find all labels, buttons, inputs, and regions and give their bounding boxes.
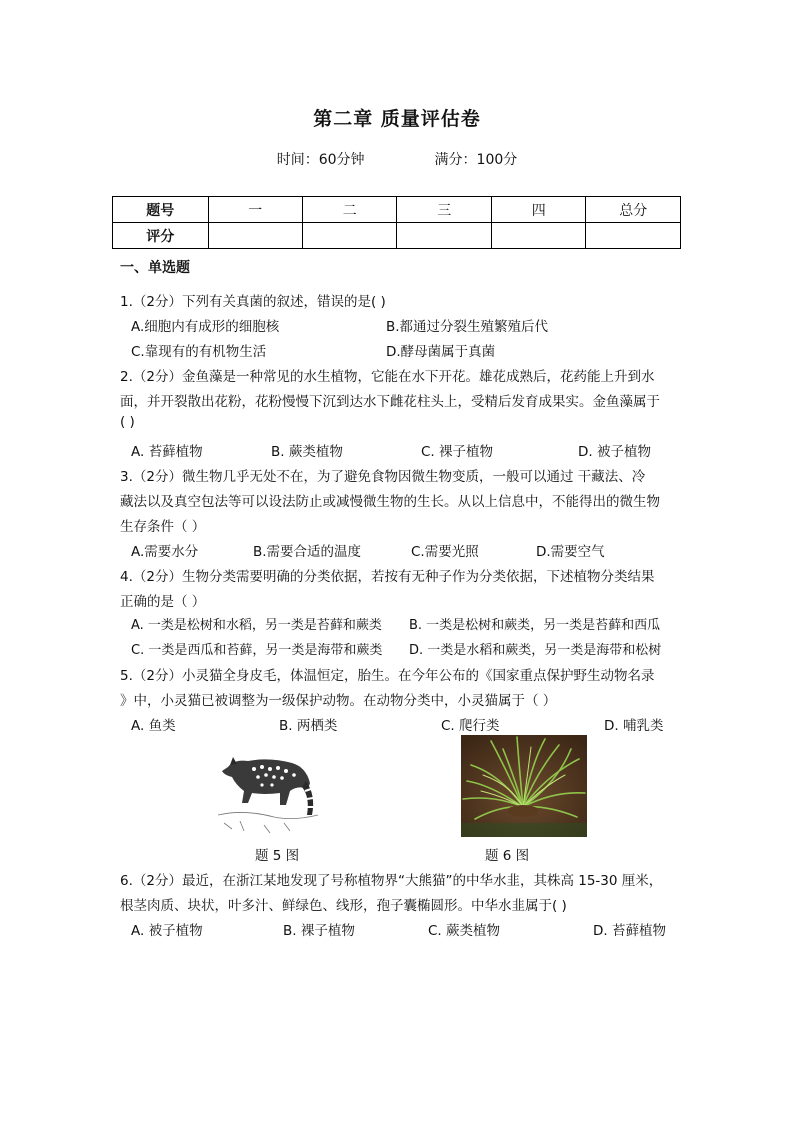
q3-line-2: 藏法以及真空包法等可以设法防止或减慢微生物的生长。从以上信息中，不能得出的微生物 <box>120 494 660 510</box>
q2-line-1: 2.（2分）金鱼藻是一种常见的水生植物，它能在水下开花。雄花成熟后，花药能上升到水 <box>120 369 655 385</box>
cell-score-3[interactable] <box>397 223 491 249</box>
q4-line-1: 4.（2分）生物分类需要明确的分类依据，若按有无种子作为分类依据，下述植物分类结果 <box>120 569 655 585</box>
exam-info <box>0 149 794 169</box>
q4-option-c: C. 一类是西瓜和苔藓，另一类是海带和蕨类 <box>131 643 383 658</box>
q1-option-a: A.细胞内有成形的细胞核 <box>131 319 280 335</box>
q2-option-c: C. 裸子植物 <box>421 444 494 460</box>
cell-total: 总分 <box>586 197 681 223</box>
cell-part-4: 四 <box>491 197 585 223</box>
cell-part-3: 三 <box>397 197 491 223</box>
q5-option-b: B. 两栖类 <box>279 718 338 734</box>
q5-option-d: D. 哺乳类 <box>604 718 664 734</box>
score-table-score-row <box>113 223 681 249</box>
q6-option-c: C. 蕨类植物 <box>428 923 501 939</box>
q1-option-b: B.都通过分裂生殖繁殖后代 <box>386 319 549 335</box>
cell-score-total[interactable] <box>586 223 681 249</box>
figure-5-caption: 题 5 图 <box>255 848 300 864</box>
score-table-header-row <box>113 197 681 223</box>
q3-option-c: C.需要光照 <box>411 544 479 560</box>
q5-line-1: 5.（2分）小灵猫全身皮毛，体温恒定，胎生。在今年公布的《国家重点保护野生动物名录 <box>120 668 655 684</box>
section-title: 一、单选题 <box>120 260 190 276</box>
cell-score-label: 评分 <box>113 223 209 249</box>
cell-score-1[interactable] <box>208 223 302 249</box>
cell-part-1: 一 <box>208 197 302 223</box>
cell-part-2: 二 <box>302 197 396 223</box>
q3-line-3: 生存条件（ ） <box>120 519 206 535</box>
q3-line-1: 3.（2分）微生物几乎无处不在，为了避免食物因微生物变质，一般可以通过 干藏法、冷 <box>120 469 646 485</box>
q4-option-a: A. 一类是松树和水稻，另一类是苔藓和蕨类 <box>131 618 382 633</box>
q5-line-2: 》中，小灵猫已被调整为一级保护动物。在动物分类中，小灵猫属于（ ） <box>120 693 557 709</box>
cell-question-number: 题号 <box>113 197 209 223</box>
q6-line-2: 根茎肉质、块状，叶多汁、鲜绿色、线形，孢子囊椭圆形。中华水韭属于( ) <box>120 898 567 914</box>
q6-option-b: B. 裸子植物 <box>283 923 355 939</box>
q6-option-a: A. 被子植物 <box>131 923 203 939</box>
time-label: 时间：60分钟 <box>276 152 365 168</box>
water-quillwort-photo <box>461 735 587 837</box>
q2-option-d: D. 被子植物 <box>578 444 651 460</box>
q6-option-d: D. 苔藓植物 <box>593 923 666 939</box>
q4-line-2: 正确的是（ ） <box>120 594 206 610</box>
cell-score-4[interactable] <box>491 223 585 249</box>
score-table <box>112 196 681 249</box>
q2-option-a: A. 苔藓植物 <box>131 444 203 460</box>
cell-score-2[interactable] <box>302 223 396 249</box>
q2-line-2: 面，并开裂散出花粉，花粉慢慢下沉到达水下雌花柱头上，受精后发育成果实。金鱼藻属于 <box>120 394 660 410</box>
q1-option-c: C.靠现有的有机物生活 <box>131 344 267 360</box>
full-score-label: 满分：100分 <box>434 152 518 168</box>
q4-option-b: B. 一类是松树和蕨类，另一类是苔藓和西瓜 <box>409 618 661 633</box>
q4-option-d: D. 一类是水稻和蕨类，另一类是海带和松树 <box>409 643 662 658</box>
q1-option-d: D.酵母菌属于真菌 <box>386 344 496 360</box>
q2-option-b: B. 蕨类植物 <box>271 444 343 460</box>
q2-line-3: ( ) <box>120 414 135 430</box>
q3-option-b: B.需要合适的温度 <box>253 544 362 560</box>
page-title: 第二章 质量评估卷 <box>313 108 481 130</box>
q5-option-a: A. 鱼类 <box>131 718 176 734</box>
q3-option-d: D.需要空气 <box>536 544 605 560</box>
q3-option-a: A.需要水分 <box>131 544 199 560</box>
civet-illustration <box>214 745 322 837</box>
q5-option-c: C. 爬行类 <box>441 718 500 734</box>
q1-stem: 1.（2分）下列有关真菌的叙述，错误的是( ) <box>120 294 386 310</box>
figure-6-caption: 题 6 图 <box>485 848 530 864</box>
q6-line-1: 6.（2分）最近，在浙江某地发现了号称植物界“大熊猫”的中华水韭，其株高 15-30 厘米， <box>120 873 663 889</box>
